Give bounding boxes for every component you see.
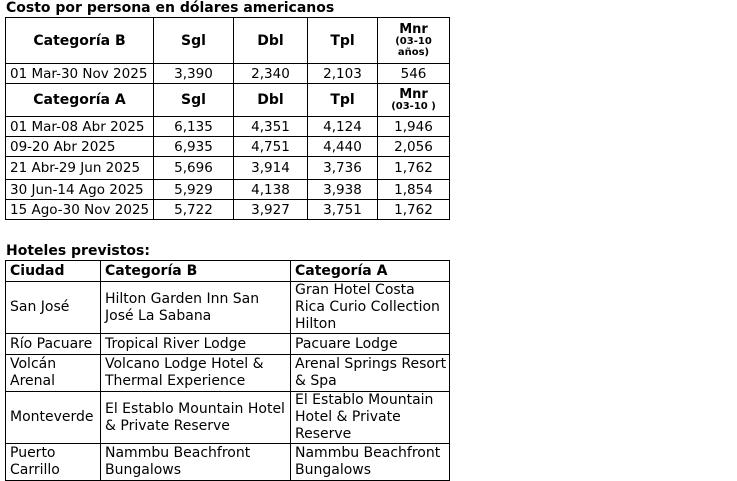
table-row [6,157,450,180]
tpl-header: Tpl [308,84,378,117]
hotel-category-b: El Establo Mountain Hotel & Private Reserve [101,392,291,444]
mnr-header [378,18,450,64]
table-row [6,137,450,157]
hotels-table [5,260,450,481]
category-a-header: Categoría A [291,261,450,282]
table-row [6,355,450,392]
hotel-category-a: Pacuare Lodge [291,334,450,355]
dbl-price: 2,340 [234,64,308,84]
category-b-header-row [6,18,450,64]
hotel-category-b: Nammbu Beachfront Bungalows [101,444,291,481]
mnr-price: 2,056 [378,137,450,157]
mnr-age-range: (03-10 años) [395,36,432,58]
hotel-category-a: El Establo Mountain Hotel & Private Reserve [291,392,450,444]
sgl-price: 6,135 [154,117,234,137]
price-table [5,17,450,220]
hotel-category-b: Tropical River Lodge [101,334,291,355]
dbl-header: Dbl [234,84,308,117]
dbl-price: 4,138 [234,180,308,200]
dbl-price: 4,751 [234,137,308,157]
date-range: 21 Abr-29 Jun 2025 [6,157,154,180]
city: Río Pacuare [6,334,101,355]
hotels-heading: Hoteles previstos: [6,243,150,259]
hotel-category-b: Hilton Garden Inn San José La Sabana [101,282,291,334]
date-range: 01 Mar-30 Nov 2025 [6,64,154,84]
date-range: 15 Ago-30 Nov 2025 [6,200,154,220]
table-row [6,392,450,444]
date-range: 01 Mar-08 Abr 2025 [6,117,154,137]
dbl-header: Dbl [234,18,308,64]
tpl-price: 4,440 [308,137,378,157]
city: San José [6,282,101,334]
tpl-price: 2,103 [308,64,378,84]
table-row [6,282,450,334]
date-range: 30 Jun-14 Ago 2025 [6,180,154,200]
city: Volcán Arenal [6,355,101,392]
dbl-price: 3,927 [234,200,308,220]
city: Puerto Carrillo [6,444,101,481]
hotel-category-a: Arenal Springs Resort & Spa [291,355,450,392]
tpl-header: Tpl [308,18,378,64]
city-header: Ciudad [6,261,101,282]
category-a-label: Categoría A [6,84,154,117]
date-range: 09-20 Abr 2025 [6,137,154,157]
sgl-header: Sgl [154,84,234,117]
table-row [6,117,450,137]
tpl-price: 3,751 [308,200,378,220]
mnr-age-range: (03-10 ) [391,101,436,112]
tpl-price: 4,124 [308,117,378,137]
tpl-price: 3,736 [308,157,378,180]
tpl-price: 3,938 [308,180,378,200]
mnr-price: 1,762 [378,200,450,220]
table-row [6,444,450,481]
dbl-price: 4,351 [234,117,308,137]
table-row [6,180,450,200]
sgl-price: 5,722 [154,200,234,220]
costs-heading: Costo por persona en dólares americanos [6,0,335,16]
city: Monteverde [6,392,101,444]
table-row [6,334,450,355]
table-row [6,64,450,84]
mnr-price: 1,946 [378,117,450,137]
sgl-price: 5,696 [154,157,234,180]
hotel-category-b: Volcano Lodge Hotel & Thermal Experience [101,355,291,392]
hotel-category-a: Gran Hotel Costa Rica Curio Collection Hilton [291,282,450,334]
mnr-price: 546 [378,64,450,84]
sgl-price: 5,929 [154,180,234,200]
hotel-category-a: Nammbu Beachfront Bungalows [291,444,450,481]
mnr-price: 1,762 [378,157,450,180]
sgl-price: 3,390 [154,64,234,84]
dbl-price: 3,914 [234,157,308,180]
mnr-header [378,84,450,117]
category-b-header: Categoría B [101,261,291,282]
mnr-label: Mnr [399,22,428,37]
sgl-header: Sgl [154,18,234,64]
hotels-header-row [6,261,450,282]
category-a-header-row [6,84,450,117]
mnr-label: Mnr [399,87,428,102]
table-row [6,200,450,220]
mnr-price: 1,854 [378,180,450,200]
category-b-label: Categoría B [6,18,154,64]
sgl-price: 6,935 [154,137,234,157]
